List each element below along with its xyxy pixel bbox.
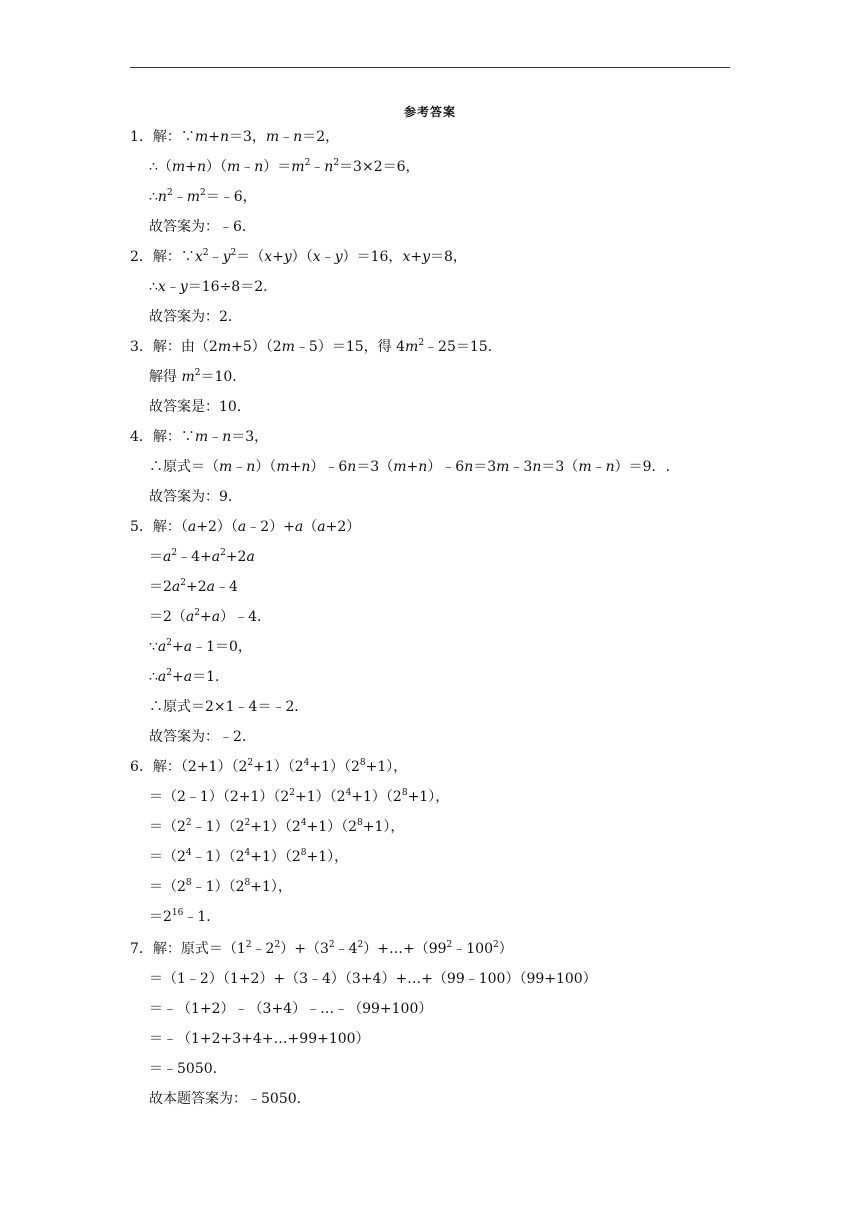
answer-line: 7．解：原式$=(1^2﹣2^2)+(3^2﹣4^2)+\dots+(99^2﹣100^2)$: [130, 940, 513, 957]
answer-line: ＝（1﹣2）（1+2）+（3﹣4）（3+4）+…+（99﹣100）（99+100）: [149, 971, 597, 987]
answer-line: 5．解：（a+2）（a﹣2）+a（a+2）: [130, 519, 361, 535]
answer-line: 故答案是：10．: [149, 399, 251, 415]
answer-line: $=2^{16}﹣1$．: [149, 908, 221, 925]
answer-line: 故答案为：﹣2．: [149, 729, 256, 745]
answer-line: 故本题答案为：﹣5050．: [149, 1091, 311, 1107]
answer-line: 故答案为：9．: [149, 489, 242, 505]
answer-line: $=(2^4﹣1)(2^4+1)(2^8+1)$，: [149, 848, 349, 865]
answer-line: $\therefore a^2+a=1$．: [149, 668, 230, 685]
answer-line: $=a^2﹣4+a^2+2a$: [149, 548, 255, 565]
answer-line: ∴原式＝2×1﹣4＝﹣2．: [149, 699, 309, 715]
answer-line: 4．解：∵m﹣n＝3，: [130, 429, 269, 445]
answer-line: ＝﹣（1+2）﹣（3+4）﹣…﹣（99+100）: [149, 1001, 433, 1017]
answer-line: $\because a^2+a﹣1=0$，: [149, 638, 252, 655]
answer-line: ∴原式＝（m﹣n）（m+n）﹣6n＝3（m+n）﹣6n＝3m﹣3n＝3（m﹣n）＝9．.: [149, 459, 670, 475]
answer-line: 解得 $m^2=10$．: [149, 368, 247, 385]
answer-line: 6．解：$(2+1)(2^2+1)(2^4+1)(2^8+1)$，: [130, 758, 408, 775]
answer-line: 1．解：∵m+n＝3，m﹣n＝2，: [130, 129, 340, 145]
answer-line: $=(2﹣1)(2+1)(2^2+1)(2^4+1)(2^8+1)$，: [149, 788, 450, 805]
answer-line: $\therefore n^2﹣m^2=﹣6$，: [149, 188, 257, 205]
answer-line: $=(2^2﹣1)(2^2+1)(2^4+1)(2^8+1)$，: [149, 818, 405, 835]
answer-line: 故答案为：﹣6．: [149, 219, 256, 235]
answer-line: $=2(a^2+a)﹣4$．: [149, 608, 272, 625]
answer-line: $=(2^8﹣1)(2^8+1)$，: [149, 878, 292, 895]
answer-line: 2．解：$\because x^2﹣y^2=(x+y)(x﹣y)=16$，x+y＝8，: [130, 248, 467, 265]
answer-line: 故答案为：2．: [149, 309, 242, 325]
header-rule: [130, 67, 730, 68]
answer-line: $=2a^2+2a﹣4$: [149, 578, 238, 595]
answer-line: 3．解：由（2m+5）（2m﹣5）＝15，得 $4m^2﹣25=15$．: [130, 338, 502, 355]
answer-line: ＝﹣5050．: [149, 1061, 227, 1077]
answer-line: ＝﹣（1+2+3+4+…+99+100）: [149, 1031, 370, 1047]
answer-line: $\therefore(m+n)(m﹣n)=m^2﹣n^2=3\times 2=6$，: [149, 158, 420, 175]
page-title: 参考答案: [403, 105, 456, 119]
answer-line: ∴x﹣y＝16÷8＝2．: [149, 279, 278, 295]
